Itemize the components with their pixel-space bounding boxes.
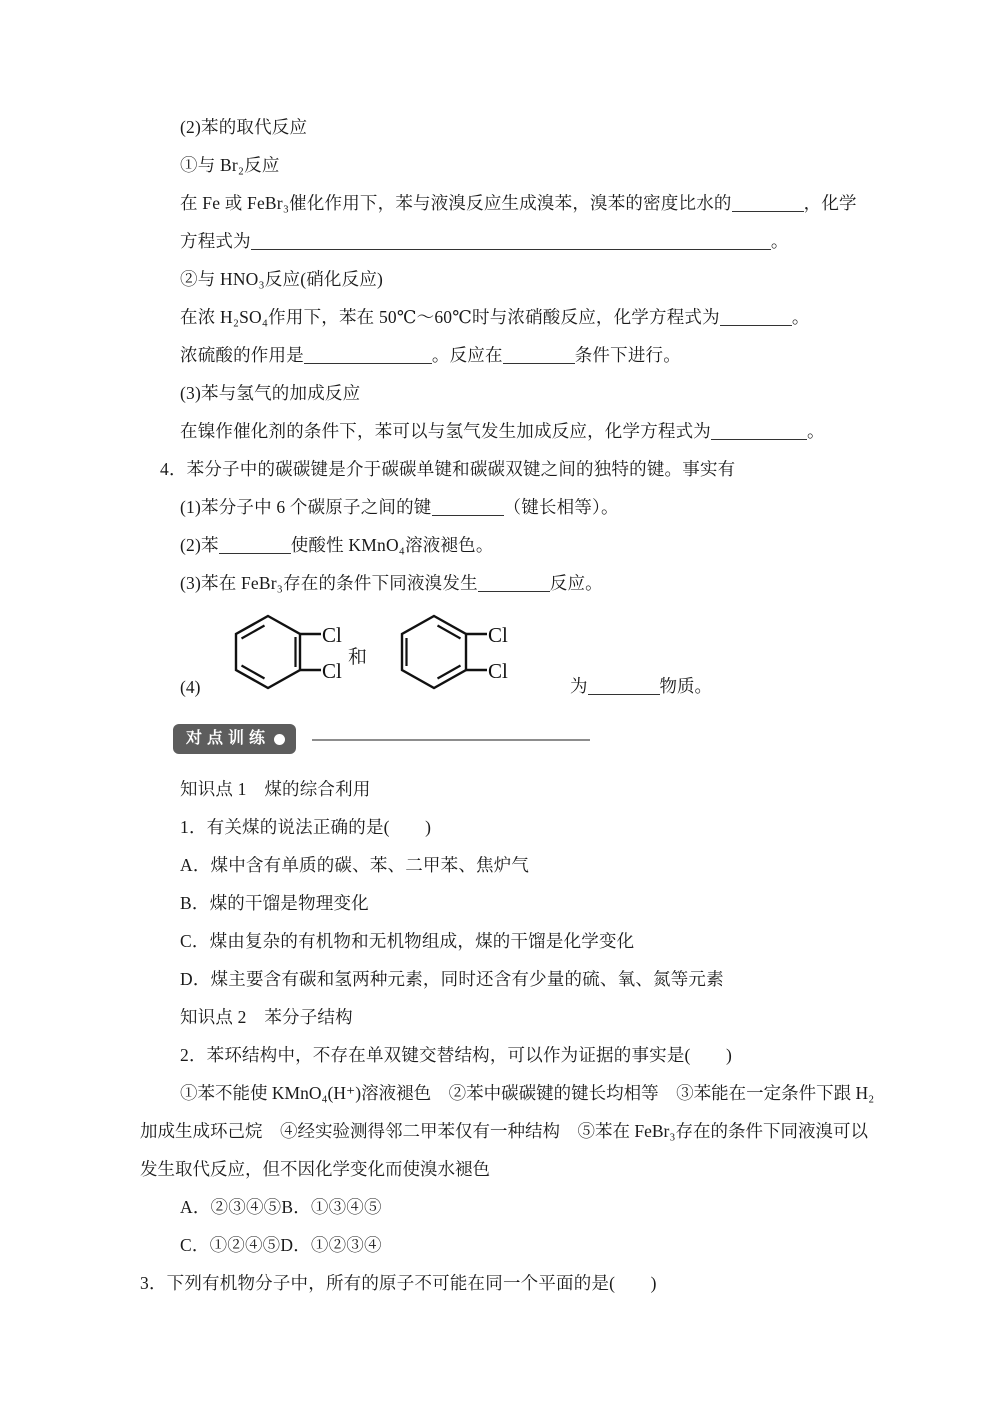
option-text: B．煤的干馏是物理变化 — [180, 893, 369, 913]
note-text: 方程式为 — [180, 231, 251, 251]
question-2-options-line-1[interactable] — [140, 1188, 880, 1226]
note-line-nitration — [140, 298, 880, 336]
heading-br2-reaction — [140, 146, 880, 184]
heading-text: (2)苯的取代反应 — [180, 117, 308, 137]
fill-blank[interactable] — [304, 363, 432, 364]
practice-section-header — [140, 716, 880, 768]
fill-blank[interactable] — [432, 515, 504, 516]
note-text: 在镍作催化剂的条件下，苯可以与氢气发生加成反应，化学方程式为 — [180, 421, 711, 441]
fill-blank[interactable] — [588, 694, 660, 695]
option-text: A．煤中含有单质的碳、苯、二甲苯、焦炉气 — [180, 855, 530, 875]
filled-circle-icon — [274, 734, 285, 745]
knowledge-point-2-heading — [140, 998, 880, 1036]
question-stem-text: 3．下列有机物分子中，所有的原子不可能在同一个平面的是( ) — [140, 1273, 657, 1293]
item-stem-text: 4．苯分子中的碳碳键是介于碳碳单键和碳碳双键之间的独特的键。事实有 — [160, 459, 736, 479]
svg-text:Cl: Cl — [322, 623, 342, 647]
item-4-part-2 — [140, 526, 880, 564]
practice-badge-label: 对点训练 — [186, 730, 271, 747]
note-text: 浓硫酸的作用是 — [180, 345, 304, 365]
structure-ortho-dichlorobenzene-b — [388, 608, 508, 701]
fill-blank[interactable] — [478, 591, 550, 592]
heading-text: ①与 Br₂反应 — [180, 155, 280, 175]
fill-blank[interactable] — [732, 211, 804, 212]
option-text: D．煤主要含有碳和氢两种元素，同时还含有少量的硫、氧、氮等元素 — [180, 969, 724, 989]
svg-text:Cl: Cl — [488, 623, 508, 647]
benzene-ring-svg-a — [222, 608, 342, 696]
item-4-part-1 — [140, 488, 880, 526]
heading-text: (3)苯与氢气的加成反应 — [180, 383, 361, 403]
part-4-label: (4) — [180, 677, 201, 697]
note-text: 在 Fe 或 FeBr₃催化作用下，苯与液溴反应生成溴苯，溴苯的密度比水的 — [180, 193, 732, 213]
note-text: 。 — [770, 231, 789, 251]
note-text: ，化学 — [803, 193, 857, 213]
part-text: (3)苯在 FeBr₃存在的条件下同液溴发生 — [180, 573, 478, 593]
question-stem-text: 1．有关煤的说法正确的是( ) — [180, 817, 432, 837]
heading-text: 知识点 2 苯分子结构 — [180, 1007, 353, 1027]
fill-blank[interactable] — [251, 249, 771, 250]
part-text: （键长相等）。 — [503, 497, 619, 517]
option-text: A．②③④⑤B．①③④⑤ — [180, 1197, 382, 1217]
note-text: 。 — [807, 421, 825, 441]
tail-text: 为 — [570, 676, 588, 696]
note-text: 。 — [791, 307, 810, 327]
note-line-fe-febr3 — [140, 184, 880, 222]
question-2-facts — [140, 1074, 880, 1188]
question-stem-text: 2．苯环结构中，不存在单双键交替结构，可以作为证据的事实是( ) — [180, 1045, 733, 1065]
heading-text: 知识点 1 煤的综合利用 — [180, 779, 371, 799]
item-4-part-3 — [140, 564, 880, 602]
header-rule — [312, 739, 590, 741]
practice-badge — [173, 724, 296, 754]
benzene-ring-svg-b — [388, 608, 508, 696]
part-4-tail — [570, 673, 712, 698]
question-1-stem — [140, 808, 880, 846]
question-1-option-b[interactable] — [140, 884, 880, 922]
item-4-stem — [140, 450, 880, 488]
fill-blank[interactable] — [720, 325, 792, 326]
fill-blank[interactable] — [711, 439, 807, 440]
note-text: 在浓 H₂SO₄作用下，苯在 50℃～60℃时与浓硝酸反应，化学方程式为 — [180, 307, 720, 327]
question-1-option-c[interactable] — [140, 922, 880, 960]
question-2-stem — [140, 1036, 880, 1074]
heading-benzene-substitution — [140, 108, 880, 146]
fill-blank[interactable] — [219, 553, 291, 554]
question-3-stem — [140, 1264, 880, 1302]
part-text: (1)苯分子中 6 个碳原子之间的键 — [180, 497, 432, 517]
question-1-option-d[interactable] — [140, 960, 880, 998]
heading-hydrogenation — [140, 374, 880, 412]
knowledge-point-1-heading — [140, 770, 880, 808]
facts-text: ①苯不能使 KMnO₄(H⁺)溶液褪色 ②苯中碳碳键的键长均相等 ③苯能在一定条件下跟 H₂加成生成环己烷 ④经实验测得邻二甲苯仅有一种结构 ⑤苯在 FeBr₃存在的条件下同液溴可以发生取代反应，但不因化学变化而使溴水褪色 — [140, 1083, 875, 1179]
part-text: 反应。 — [549, 573, 603, 593]
tail-text: 物质。 — [659, 676, 712, 696]
option-text: C．煤由复杂的有机物和无机物组成，煤的干馏是化学变化 — [180, 931, 635, 951]
heading-hno3-reaction — [140, 260, 880, 298]
note-text: 。反应在 — [431, 345, 503, 365]
page-content — [140, 108, 880, 1302]
option-text: C．①②④⑤D．①②③④ — [180, 1235, 382, 1255]
note-line-sulfuric-role — [140, 336, 880, 374]
note-line-equation-1 — [140, 222, 880, 260]
part-text: 使酸性 KMnO₄溶液褪色。 — [290, 535, 494, 555]
part-text: (2)苯 — [180, 535, 219, 555]
note-line-nickel-catalyst — [140, 412, 880, 450]
svg-text:Cl: Cl — [488, 659, 508, 683]
fill-blank[interactable] — [503, 363, 575, 364]
note-text: 条件下进行。 — [574, 345, 681, 365]
question-2-options-line-2[interactable] — [140, 1226, 880, 1264]
structure-ortho-dichlorobenzene-a — [222, 608, 342, 701]
item-4-part-4-row — [140, 608, 880, 700]
heading-text: ②与 HNO₃反应(硝化反应) — [180, 269, 384, 289]
question-1-option-a[interactable] — [140, 846, 880, 884]
svg-text:Cl: Cl — [322, 659, 342, 683]
structure-conjunction: 和 — [348, 647, 368, 668]
